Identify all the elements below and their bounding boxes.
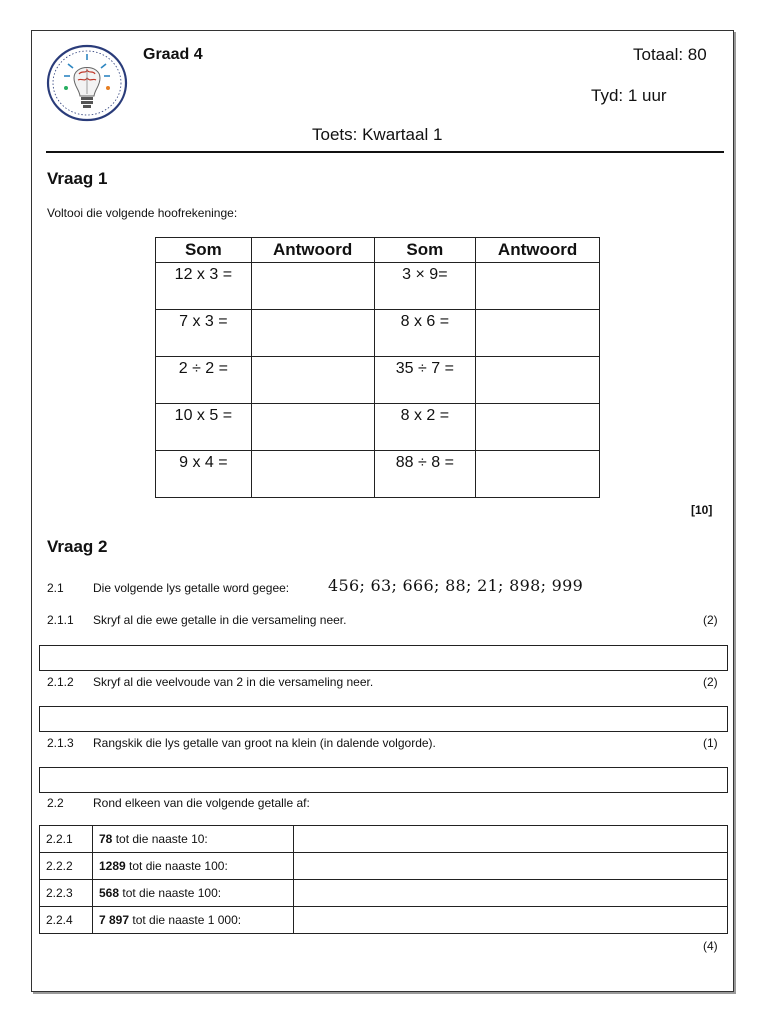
question-number: 2.2.3 bbox=[40, 880, 93, 907]
rounding-instruction: tot die naaste 100: bbox=[119, 886, 222, 900]
table-row bbox=[156, 357, 600, 404]
sum-cell: 2 ÷ 2 = bbox=[156, 357, 252, 404]
rounding-prompt bbox=[93, 826, 294, 853]
answer-cell[interactable] bbox=[476, 263, 600, 310]
sum-cell: 10 x 5 = bbox=[156, 404, 252, 451]
column-header-sum: Som bbox=[374, 238, 476, 263]
rounding-instruction: tot die naaste 100: bbox=[125, 859, 228, 873]
question-number: 2.1.2 bbox=[47, 675, 74, 689]
rounding-prompt bbox=[93, 880, 294, 907]
mental-math-table bbox=[155, 237, 600, 498]
table-row bbox=[40, 880, 728, 907]
table-row bbox=[156, 451, 600, 498]
rounding-instruction: tot die naaste 10: bbox=[112, 832, 208, 846]
column-header-sum: Som bbox=[156, 238, 252, 263]
total-marks: Totaal: 80 bbox=[633, 45, 707, 64]
table-row bbox=[156, 404, 600, 451]
sum-cell: 8 x 2 = bbox=[374, 404, 476, 451]
table-row bbox=[40, 826, 728, 853]
answer-box[interactable] bbox=[39, 706, 728, 732]
table-row bbox=[40, 907, 728, 934]
question-marks: (1) bbox=[703, 736, 718, 750]
answer-cell[interactable] bbox=[294, 826, 728, 853]
answer-cell[interactable] bbox=[476, 310, 600, 357]
answer-box[interactable] bbox=[39, 645, 728, 671]
sum-cell: 3 × 9= bbox=[374, 263, 476, 310]
sum-cell: 9 x 4 = bbox=[156, 451, 252, 498]
question-text: Skryf al die ewe getalle in die versameling neer. bbox=[93, 613, 347, 627]
rounding-instruction: tot die naaste 1 000: bbox=[129, 913, 242, 927]
question-number: 2.2 bbox=[47, 796, 64, 810]
question-number: 2.2.4 bbox=[40, 907, 93, 934]
number-set: 456; 63; 666; 88; 21; 898; 999 bbox=[328, 576, 584, 595]
grade-label: Graad 4 bbox=[143, 46, 203, 63]
table-row bbox=[156, 310, 600, 357]
rounding-value: 1289 bbox=[99, 859, 126, 873]
test-title: Toets: Kwartaal 1 bbox=[312, 125, 443, 144]
question-text: Die volgende lys getalle word gegee: bbox=[93, 581, 290, 595]
sum-cell: 88 ÷ 8 = bbox=[374, 451, 476, 498]
question-text: Skryf al die veelvoude van 2 in die versameling neer. bbox=[93, 675, 374, 689]
question-marks: (2) bbox=[703, 675, 718, 689]
answer-cell[interactable] bbox=[251, 451, 374, 498]
question-number: 2.2.2 bbox=[40, 853, 93, 880]
time-label: Tyd: 1 uur bbox=[591, 86, 667, 105]
sum-cell: 35 ÷ 7 = bbox=[374, 357, 476, 404]
rounding-value: 568 bbox=[99, 886, 120, 900]
table-row bbox=[156, 263, 600, 310]
answer-cell[interactable] bbox=[251, 310, 374, 357]
answer-cell[interactable] bbox=[294, 880, 728, 907]
answer-cell[interactable] bbox=[251, 263, 374, 310]
question-number: 2.1 bbox=[47, 581, 64, 595]
answer-box[interactable] bbox=[39, 767, 728, 793]
question-number: 2.2.1 bbox=[40, 826, 93, 853]
question-1-marks: [10] bbox=[691, 503, 713, 517]
question-text: Rangskik die lys getalle van groot na klein (in dalende volgorde). bbox=[93, 736, 436, 750]
question-marks: (4) bbox=[703, 939, 718, 953]
rounding-table bbox=[39, 825, 728, 934]
answer-cell[interactable] bbox=[476, 357, 600, 404]
column-header-answer: Antwoord bbox=[251, 238, 374, 263]
sum-cell: 12 x 3 = bbox=[156, 263, 252, 310]
question-1-instruction: Voltooi die volgende hoofrekeninge: bbox=[47, 206, 238, 220]
question-number: 2.1.1 bbox=[47, 613, 74, 627]
rounding-value: 7 897 bbox=[99, 913, 130, 927]
rounding-prompt bbox=[93, 907, 294, 934]
column-header-answer: Antwoord bbox=[476, 238, 600, 263]
question-number: 2.1.3 bbox=[47, 736, 74, 750]
answer-cell[interactable] bbox=[294, 853, 728, 880]
rounding-value: 78 bbox=[99, 832, 113, 846]
sum-cell: 7 x 3 = bbox=[156, 310, 252, 357]
answer-cell[interactable] bbox=[476, 451, 600, 498]
sum-cell: 8 x 6 = bbox=[374, 310, 476, 357]
question-marks: (2) bbox=[703, 613, 718, 627]
answer-cell[interactable] bbox=[476, 404, 600, 451]
answer-cell[interactable] bbox=[294, 907, 728, 934]
answer-cell[interactable] bbox=[251, 404, 374, 451]
question-2-title: Vraag 2 bbox=[47, 537, 108, 556]
header-divider bbox=[46, 151, 724, 153]
rounding-prompt bbox=[93, 853, 294, 880]
table-header-row bbox=[156, 238, 600, 263]
question-1-title: Vraag 1 bbox=[47, 169, 108, 188]
brain-bulb-logo-icon bbox=[46, 44, 128, 122]
question-text: Rond elkeen van die volgende getalle af: bbox=[93, 796, 310, 810]
table-row bbox=[40, 853, 728, 880]
answer-cell[interactable] bbox=[251, 357, 374, 404]
